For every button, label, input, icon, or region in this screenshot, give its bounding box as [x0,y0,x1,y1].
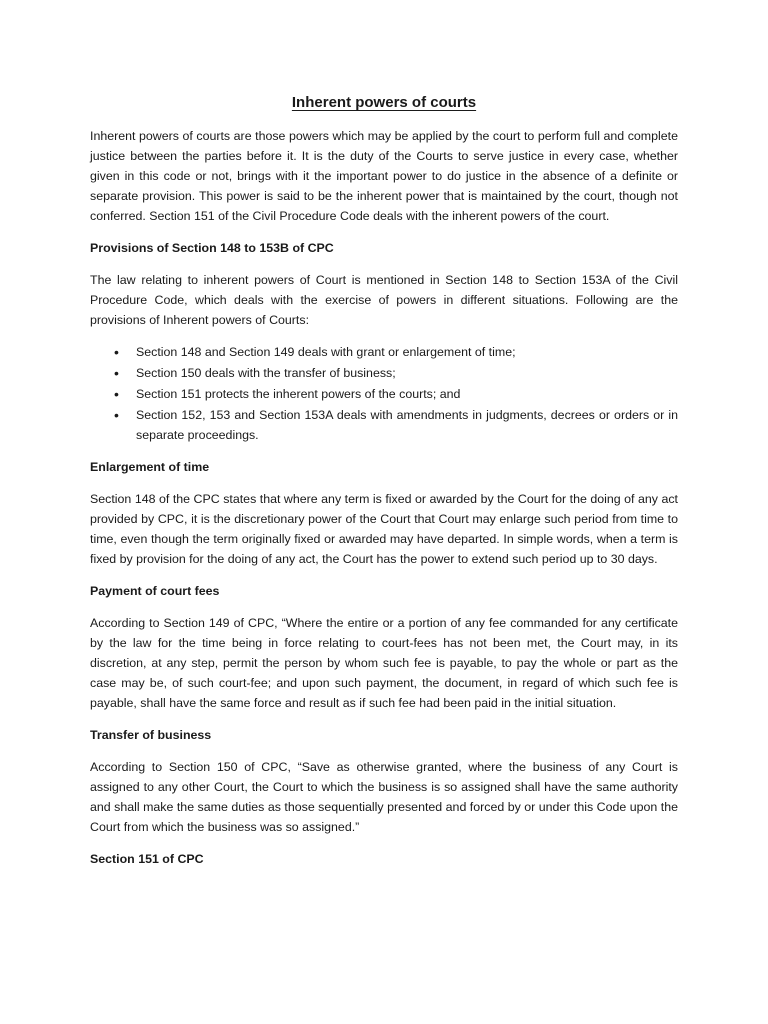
list-item: • Section 148 and Section 149 deals with grant or enlargement of time; [114,344,516,360]
document-title: Inherent powers of courts [291,94,477,111]
heading-enlargement: Enlargement of time [90,460,210,474]
bullet-icon: • [114,365,119,381]
bullet-icon: • [114,386,119,402]
intro-paragraph: Inherent powers of courts are those powers which may be applied by the court to perform full and complete justice between the parties before it. It is the duty of the Courts to serve justice in every case, whether given in this code or not, brings with it the important power to do justice in the absence of a definite or separate provision. This power is said to be the inherent power that is maintained by the court, though not conferred. Section 151 of the Civil Procedure Code deals with the inherent powers of the court. [90,129,678,223]
heading-transfer: Transfer of business [90,728,212,742]
provisions-paragraph: The law relating to inherent powers of Court is mentioned in Section 148 to Section 153A of the Civil Procedure Code, which deals with the exercise of powers in different situations. Following are the provisions of Inherent powers of Courts: [90,273,678,327]
list-item: • Section 150 deals with the transfer of business; [114,365,396,381]
document-page [90,92,678,881]
list-item: • Section 152, 153 and Section 153A deals with amendments in judgments, decrees or orders or in separate proceedings. [114,407,678,442]
heading-court-fees: Payment of court fees [90,584,220,598]
list-item: • Section 151 protects the inherent powers of the courts; and [114,386,461,402]
bullet-icon: • [114,344,119,360]
heading-provisions: Provisions of Section 148 to 153B of CPC [90,241,334,255]
heading-section-151: Section 151 of CPC [90,852,204,866]
court-fees-paragraph: According to Section 149 of CPC, “Where the entire or a portion of any fee commanded for any certificate by the law for the time being in force relating to court-fees has not been met, the Court may, in its discretion, at any step, permit the person by whom such fee is payable, to pay the whole or part as the case may be, of such court-fee; and upon such payment, the document, in regard of which such fee is payable, shall have the same force and result as if such fee had been paid in the initial situation. [90,616,678,710]
provisions-list [90,342,678,445]
bullet-icon: • [114,407,119,423]
transfer-paragraph: According to Section 150 of CPC, “Save as otherwise granted, where the business of any Court is assigned to any other Court, the Court to which the business is so assigned shall have the same authority and shall make the same duties as those sequentially presented and forced by or under this Code upon the Court from which the business was so assigned.” [90,760,678,834]
enlargement-paragraph: Section 148 of the CPC states that where any term is fixed or awarded by the Court for the doing of any act provided by CPC, it is the discretionary power of the Court that Court may enlarge such period from time to time, even though the term originally fixed or awarded may have departed. In simple words, when a term is fixed by provision for the doing of any act, the Court has the power to extend such period up to 30 days. [90,492,678,566]
